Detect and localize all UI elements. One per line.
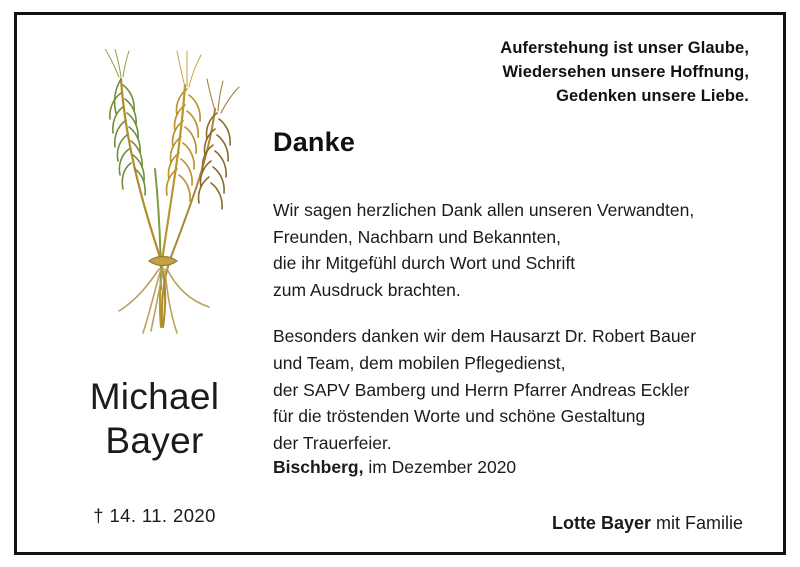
motto-line-1: Auferstehung ist unser Glaube,	[500, 39, 749, 57]
paragraph-1	[273, 197, 783, 303]
paragraph-2-line-3: der SAPV Bamberg und Herrn Pfarrer Andreas Eckler	[273, 379, 690, 400]
paragraph-1-line-1: Wir sagen herzlichen Dank allen unseren Verwandten,	[273, 200, 695, 220]
wheat-ears-illustration	[63, 49, 253, 339]
deceased-last-name: Bayer	[105, 419, 204, 461]
date-text: im Dezember 2020	[363, 457, 517, 477]
body-text	[273, 197, 783, 456]
place-date-line	[273, 457, 516, 478]
place-name: Bischberg,	[273, 457, 364, 477]
motto-line-2: Wiedersehen unsere Hoffnung,	[502, 62, 749, 81]
paragraph-2	[273, 323, 783, 456]
death-date: † 14. 11. 2020	[93, 505, 216, 526]
paragraph-2-line-4: für die tröstenden Worte und schöne Gestaltung	[273, 406, 646, 427]
paragraph-2-line-1: Besonders danken wir dem Hausarzt Dr. Robert Bauer	[273, 326, 697, 347]
paragraph-2-line-5: der Trauerfeier.	[273, 432, 392, 453]
paragraph-1-line-2: Freunden, Nachbarn und Bekannten,	[273, 226, 561, 247]
obituary-card	[14, 12, 786, 555]
signature-line	[552, 513, 743, 534]
deceased-name-block	[47, 375, 262, 462]
paragraph-1-line-4: zum Ausdruck brachten.	[273, 279, 461, 300]
signature-name: Lotte Bayer	[551, 513, 651, 533]
signature-rest: mit Familie	[650, 513, 743, 533]
motto-block	[500, 37, 749, 109]
paragraph-2-line-2: und Team, dem mobilen Pflegedienst,	[273, 352, 566, 373]
motto-line-3: Gedenken unsere Liebe.	[556, 86, 749, 105]
deceased-first-name: Michael	[89, 376, 220, 417]
page-title: Danke	[273, 127, 356, 157]
paragraph-1-line-3: die ihr Mitgefühl durch Wort und Schrift	[273, 253, 576, 274]
